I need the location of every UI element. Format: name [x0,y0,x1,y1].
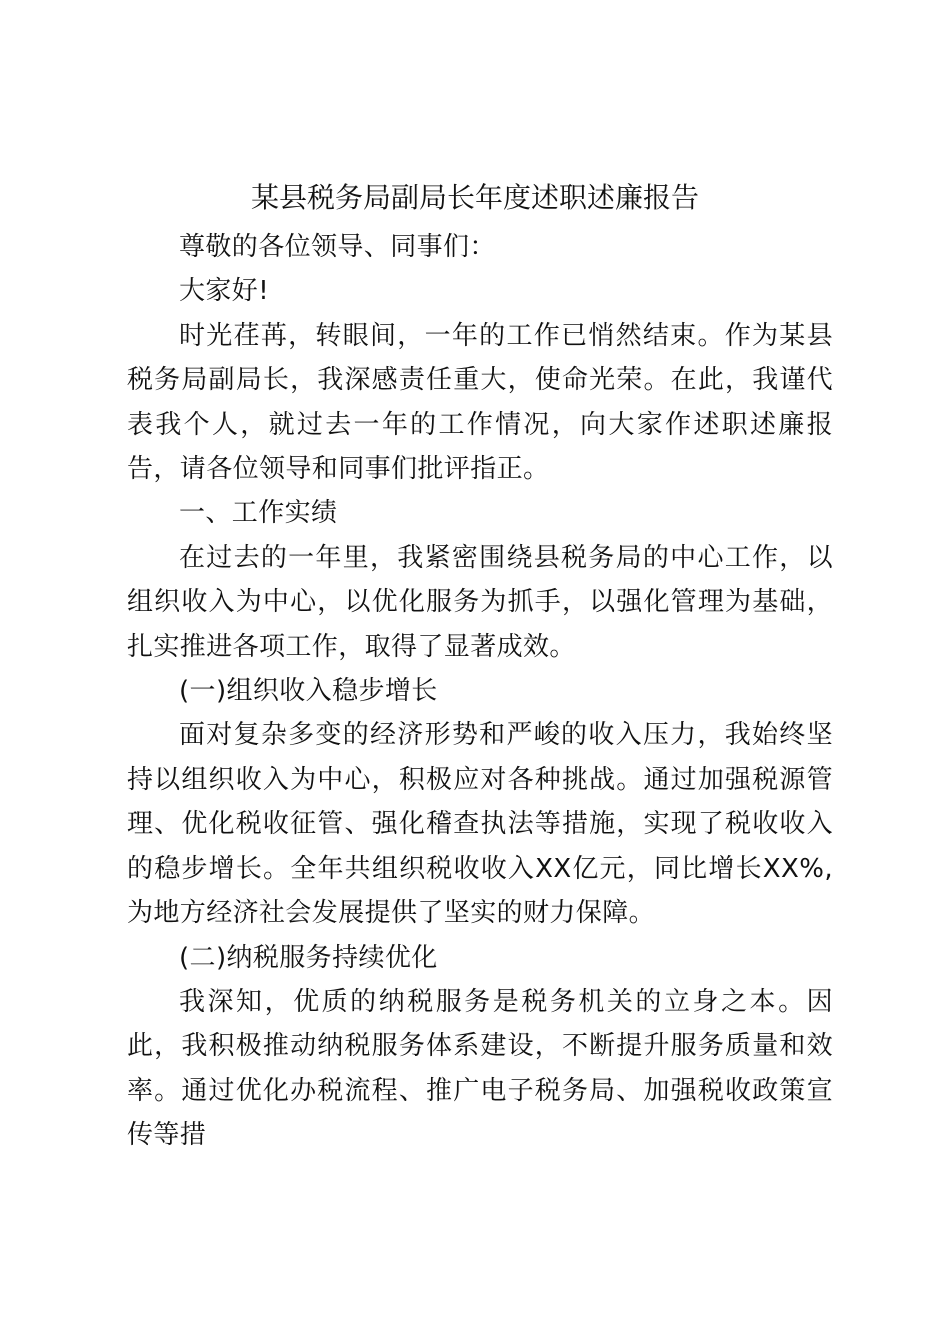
intro-paragraph: 时光荏苒，转眼间，一年的工作已悄然结束。作为某县税务局副局长，我深感责任重大，使命光荣。在此，我谨代表我个人，就过去一年的工作情况，向大家作述职述廉报告，请各位领导和同事们批评指正。 [127,320,833,485]
salutation: 尊敬的各位领导、同事们： [179,232,496,262]
document-body [127,225,833,1158]
document-title: 某县税务局副局长年度述职述廉报告 [250,181,699,214]
service-paragraph: 我深知，优质的纳税服务是税务机关的立身之本。因此，我积极推动纳税服务体系建设，不断提升服务质量和效率。通过优化办税流程、推广电子税务局、加强税收政策宣传等措 [127,986,833,1151]
subsection-heading: (二)纳税服务持续优化 [179,942,438,973]
subsection-heading: (一)组织收入稳步增长 [179,676,438,707]
section-intro-paragraph: 在过去的一年里，我紧密围绕县税务局的中心工作，以组织收入为中心，以优化服务为抓手，以强化管理为基础，扎实推进各项工作，取得了显著成效。 [127,542,833,662]
greeting: 大家好! [179,276,270,307]
revenue-paragraph: 面对复杂多变的经济形势和严峻的收入压力，我始终坚持以组织收入为中心，积极应对各种挑战。通过加强税源管理、优化税收征管、强化稽查执法等措施，实现了税收收入的稳步增长。全年共组织税收收入XX亿元，同比增长XX%,为地方经济社会发展提供了坚实的财力保障。 [127,720,833,929]
section-heading: 一、工作实绩 [179,498,338,529]
